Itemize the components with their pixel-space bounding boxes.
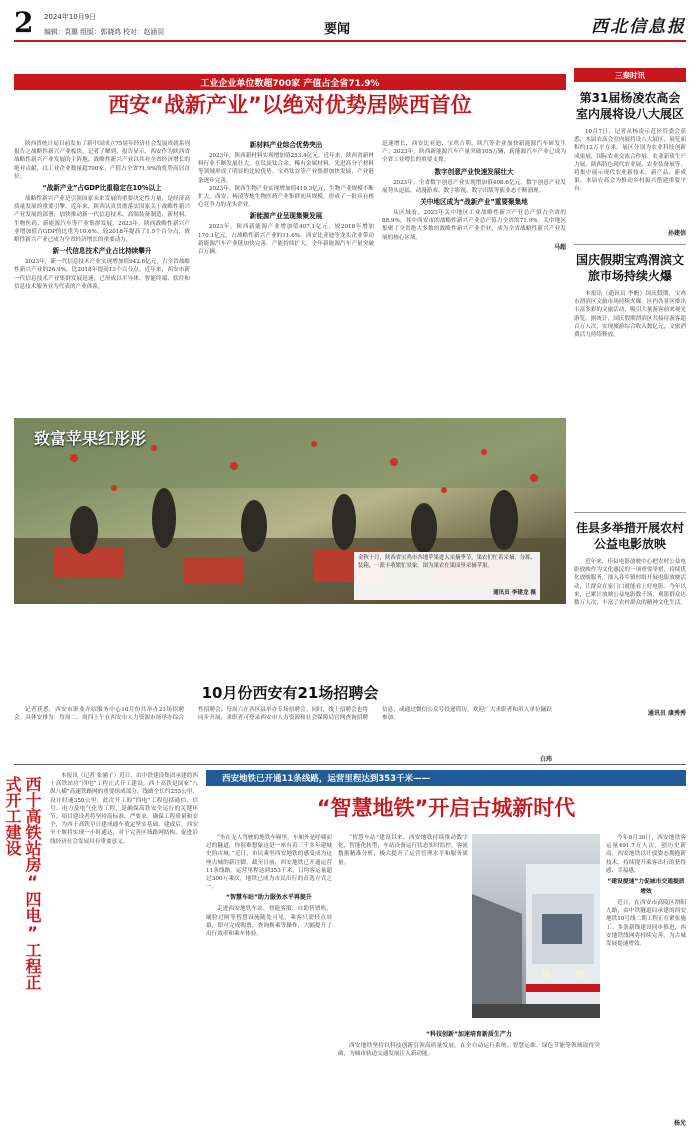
metro-paragraph: 走进西安地铁车站，智能客服、自助售票机、刷脸过闸等智慧设施随处可见。乘客只需轻点屏幕，即可完成购票、查询换乘等操作，大幅提升了出行效率和乘车体验。 xyxy=(206,906,332,938)
page-date: 2024年10月9日 xyxy=(44,13,97,21)
sidebar-story-3-body: 近年来，佳县电影放映中心把农村公益电影放映作为文化惠民的一项重要举措，持续优化放映服务，深入各乡镇村组开展电影放映活动，让群众在家门口就能看上好电影。今年以来，已累计放映公益电影数千场，观影群众达数万人次，丰富了农村群众的精神文化生活。 xyxy=(574,559,686,607)
lead-paragraph: 2023年，陕西新材料实现增加值253.4亿元。近年来，陕西省新材料行业不断发展壮大，在钛及钛合金、稀有金属材料、先进高分子材料等领域形成了明显的比较优势。宝鸡钛谷等产业集群加快发展，产业链条逐步完善。 xyxy=(198,153,374,184)
lead-subhead: 关中地区成为“战新产业”重要聚集地 xyxy=(420,198,528,207)
rail-title xyxy=(3,776,42,1000)
lead-col-3 xyxy=(382,140,566,354)
photo-title: 致富苹果红彤彤 xyxy=(34,429,147,448)
lead-subhead: 数字创意产业快速发展壮大 xyxy=(434,167,514,176)
sidebar-story-1-author: 孙建信 xyxy=(667,230,686,237)
lead-paragraph: 2023年，陕西新能源产业增加值407.1亿元，较2018年增加170.1亿元，占战略性新兴产业的11.6%。西安比亚迪等龙头企业带动新能源汽车产业链加快完善，产能持续扩大，全年新能源汽车产量突破百万辆。 xyxy=(198,224,374,256)
lead-paragraph: 迅速增长，西安比亚迪、宝鸡吉利、陕汽等企业加快新能源汽车研发生产。2023年，陕西新能源汽车产量突破105万辆，新能源汽车产业已成为全省工业增长的重要支撑。 xyxy=(382,141,566,164)
metro-subhead: “科技创新”加速培育新质生产力 xyxy=(426,1031,512,1038)
sidebar-story-3-title: 佳县多举措开展农村公益电影放映 xyxy=(575,521,684,551)
metro-subhead: “建设提速”力促城市交通提质增效 xyxy=(607,879,685,896)
lead-paragraph: 2023年，新一代信息技术产业实现增加值942.6亿元，占全省战略性新兴产业的26.9%，比2018年提高13个百分点。近年来，西安市新一代信息技术产业集群发展迅速，已形成以半导体、智能终端、软件和信息技术服务业为代表的产业体系。 xyxy=(14,259,190,290)
lead-paragraph: 2023年，全省数字创意产业实现增加值408.6亿元。数字创意产业发展势头迅猛，动漫游戏、数字影视、数字出版等新业态不断涌现。 xyxy=(382,179,566,194)
page-number: 2 xyxy=(14,6,34,39)
train-illustration xyxy=(472,834,600,1018)
photo-caption-box xyxy=(354,552,540,600)
lead-col-2 xyxy=(198,140,374,354)
sidebar-story-2-body: 本报讯（通讯员 李帆）国庆假期，宝鸡市渭滨区文旅市场持续火爆。区内各景区推出丰富多彩的文旅活动，吸引大量游客前来观光游览。据统计，国庆假期渭滨区共接待游客超百万人次，实现旅游综合收入数亿元，文旅消费活力持续释放。 xyxy=(574,291,686,339)
metro-kicker: 西安地铁已开通11条线路，运营里程达到353千米—— xyxy=(222,774,431,784)
metro-paragraph: 今年8月30日，西安地铁客运量491.7万人次，创历史新高。西安地铁以开放姿态拥抱新技术，持续提升乘客出行的获得感、幸福感。 xyxy=(606,835,686,874)
metro-train-photo xyxy=(472,834,600,1018)
lead-byline: 马超 xyxy=(553,243,566,251)
lead-kicker: 工业企业单位数超700家 产值占全省71.9% xyxy=(200,78,380,89)
lead-title: 西安“战新产业”以绝对优势居陕西首位 xyxy=(108,93,472,117)
metro-paragraph: “坐在无人驾驶的地铁车厢里，车厢外是呼啸而过的隧道，你很难想象这是一座有着三千多年建城史的古城。”近日，市民乘坐西安地铁的感受成为这座古城的新注脚。截至目前，西安地铁已开通运营11条线路，运营里程达到353千米，日均客运量超过300万乘次，地铁已成为市民出行的首选方式之一。 xyxy=(206,835,332,891)
sidebar-divider xyxy=(574,244,686,245)
page-header xyxy=(14,6,686,40)
page-editors: 编辑：袁璐 组版：郭晓鸿 校对：赵涵羽 xyxy=(44,28,164,36)
metro-col-1 xyxy=(206,834,332,1124)
lead-subhead: 新能源产业呈现集聚发展 xyxy=(249,212,323,221)
sidebar-divider xyxy=(574,512,686,513)
sidebar-story-2-title: 国庆假期宝鸡渭滨文旅市场持续火爆 xyxy=(575,253,684,283)
metro-col-2-lower xyxy=(338,1030,600,1124)
lead-subhead: 新材料产业综合优势突出 xyxy=(249,141,323,149)
section-name: 要闻 xyxy=(324,22,351,37)
lead-paragraph: 战略性新兴产业是引领国家未来发展的重要决定性力量，是经济高质量发展的重要引擎。近年来，陕西认真贯彻落实国家关于战略性新兴产业发展的部署，加快推动新一代信息技术、高端装备制造、新材料、生物医药、新能源汽车等产业集群发展。2023年，陕西战略性新兴产业增加值占GDP的比重为10.6%，较2018年提高了1.5个百分点，战略性新兴产业已成为全省经济增长的重要动力。 xyxy=(14,196,190,244)
metro-col-3 xyxy=(606,834,686,1116)
metro-subhead: “智慧车站”助力服务水平再提升 xyxy=(226,894,312,902)
sidebar-label-box xyxy=(574,68,686,82)
photo-credit: 通讯员 李建龙 摄 xyxy=(492,590,536,596)
metro-paragraph: “智慧车站”建设以来，西安地铁持续推动数字化、智能化转型，车站设备运行状态实时监控，客流数据精准分析，极大提升了运营管理水平和服务质量。 xyxy=(338,835,468,866)
rail-body: 本报讯（记者 张涵子）近日，由中铁建设集团承建的西十高铁站房“四电”工程正式开工建设。西十高铁是国家“八纵八横”高速铁路网的重要组成部分，线路全长约255公里，设计时速350公里。此次开工的“四电”工程包括通信、信号、电力及电气化等工程，是确保高铁安全运行的关键环节。项目建设者将坚持高标准、严要求，确保工程质量和安全，为西十高铁早日建成通车奠定坚实基础。建成后，西安至十堰将实现一小时通达，对于完善区域路网结构、促进沿线经济社会发展具有重要意义。 xyxy=(50,773,198,845)
sidebar-story-1-body: 10月7日，记者从杨凌示范区管委会获悉，本届农高会室内展将设八大展区，展览面积约12万平方米。展区分别为农业科技创新成果展、国际农业交流合作展、农业新质生产力展、陕西特色现代农业展、农业装备展等，将集中展示现代农业新技术、新产品、新成果。本届农高会为推动乡村振兴搭建重要平台。 xyxy=(574,129,686,193)
lead-paragraph: 陕西省统计局日前发布了新中国成立75周年经济社会发展成就系列报告之战略性新兴产业板块。记者了解到，报告显示，西安作为陕西省战略性新兴产业发展的主阵地，战略性新兴产业以其对全省经济增长的绝对贡献，以工业企业数量超700家、产值占全省71.9%的优势高居首位。 xyxy=(14,141,190,180)
lead-paragraph: 从区域看，2023年关中地区工业战略性新兴产业总产值占全省的88.9%，其中西安市的战略性新兴产业总产值占全省的71.9%。关中地区集聚了全省绝大多数的战略性新兴产业企业，成为全省战略性新兴产业发展的核心区域。 xyxy=(382,210,566,241)
jobs-body: 记者获悉，西安市职业介绍服务中心10月份共举办21场招聘会。具体安排为：每周二、周四上午在西安市人力资源市场举办综合性招聘会；每周六在各区县举办专场招聘会。同时，线上招聘会也将同步开展，求职者可登录西安市人力资源和社会保障局官网查询招聘信息，或通过微信公众号投递简历。欢迎广大求职者和用人单位踊跃参加。 xyxy=(14,707,552,722)
lead-subhead: 新一代信息技术产业占比持续攀升 xyxy=(52,247,152,256)
rail-title-text: 西十高铁站房“四电”工程正式开工建设 xyxy=(3,776,42,990)
metro-title: “智慧地铁”开启古城新时代 xyxy=(316,796,576,820)
sidebar-story-1-title: 第31届杨凌农高会室内展将设八大展区 xyxy=(575,91,684,121)
jobs-title: 10月份西安有21场招聘会 xyxy=(201,684,379,702)
bottom-rule xyxy=(14,764,686,765)
lead-col-1 xyxy=(14,140,190,354)
apple-harvest-photo xyxy=(14,418,566,604)
metro-paragraph: 近日，在西安市高陵区渭阳九路，由中铁隧道局承建的西安地铁10号线二期工程正在紧张施工。多条新线建设同步推进，西安地铁线网将持续完善，为古城发展提速增效。 xyxy=(606,900,686,948)
jobs-byline: 白玮 xyxy=(539,756,552,763)
photo-caption: 金秋十月，陕西省宝鸡市各地苹果进入采摘季节，果农们忙着采摘、分拣、装箱，一派丰收繁忙景象。图为果农在果园里采摘苹果。 xyxy=(358,555,536,569)
lead-kicker-box xyxy=(14,74,566,90)
metro-byline: 杨光 xyxy=(673,1120,686,1127)
metro-paragraph: 西安地铁坚持以科技创新引领高质量发展，在全自动运行系统、智慧运维、绿色节能等领域取得突破，为城市轨道交通发展注入新动能。 xyxy=(338,1043,600,1058)
metro-kicker-box xyxy=(206,770,686,786)
lead-paragraph: 2023年，陕西生物产业实现增加值419.3亿元，生物产业规模不断扩大。西安、杨凌等地生物医药产业集群初具规模，形成了一批具有核心竞争力的龙头企业。 xyxy=(198,185,374,209)
masthead-logo: 西北信息报 xyxy=(591,17,686,37)
sidebar-story-3-author: 通讯员 康秀秀 xyxy=(647,710,686,717)
sidebar-label: 三秦时讯 xyxy=(615,70,645,80)
lead-subhead: “战新产业”占GDP比重稳定在10%以上 xyxy=(42,184,162,193)
header-rule xyxy=(14,40,686,42)
